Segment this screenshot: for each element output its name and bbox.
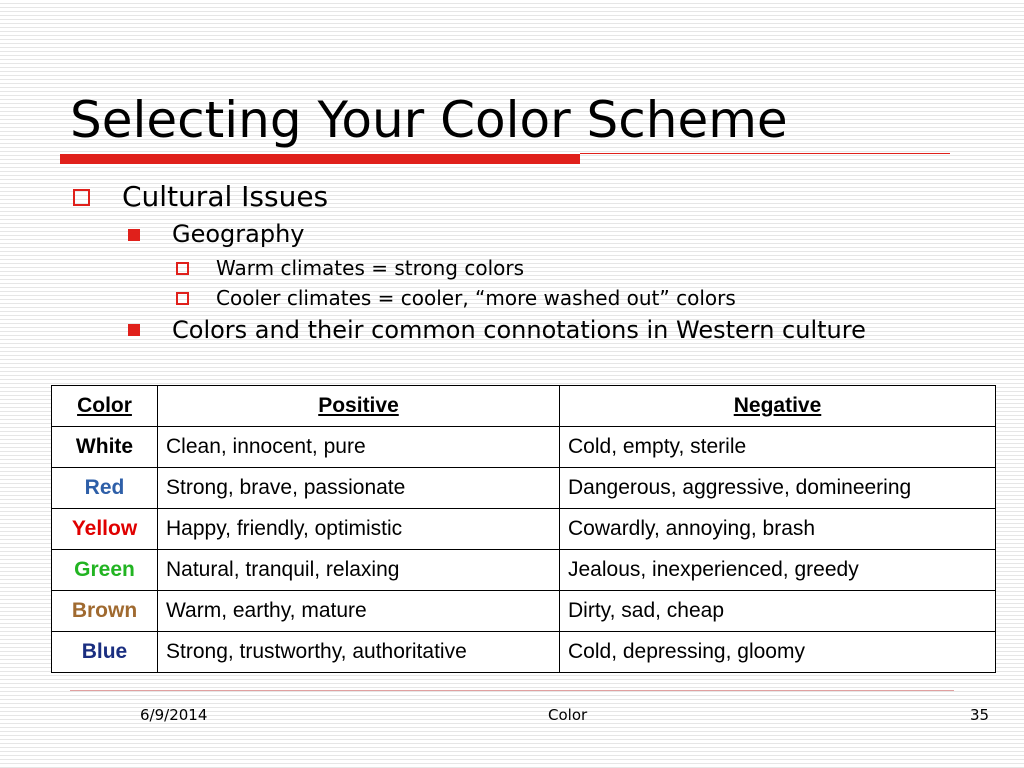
bullet-geography: Geography xyxy=(172,220,305,248)
color-name-cell: Green xyxy=(52,550,158,591)
hollow-square-bullet-icon xyxy=(176,292,189,305)
positive-cell: Happy, friendly, optimistic xyxy=(158,509,560,550)
table-header-row xyxy=(52,386,996,427)
negative-cell: Dangerous, aggressive, domineering xyxy=(560,468,996,509)
solid-square-bullet-icon xyxy=(128,324,140,336)
table-row xyxy=(52,591,996,632)
table-row xyxy=(52,632,996,673)
positive-cell: Natural, tranquil, relaxing xyxy=(158,550,560,591)
table-row xyxy=(52,550,996,591)
table-row xyxy=(52,509,996,550)
bullet-warm-climates: Warm climates = strong colors xyxy=(216,256,525,280)
negative-cell: Cold, depressing, gloomy xyxy=(560,632,996,673)
positive-cell: Strong, brave, passionate xyxy=(158,468,560,509)
color-name-cell: Red xyxy=(52,468,158,509)
header-positive: Positive xyxy=(158,386,560,427)
color-name-cell: Brown xyxy=(52,591,158,632)
slide-title: Selecting Your Color Scheme xyxy=(70,91,788,149)
bullet-cultural-issues: Cultural Issues xyxy=(122,180,329,213)
negative-cell: Cowardly, annoying, brash xyxy=(560,509,996,550)
title-underline-thick xyxy=(60,154,580,164)
title-underline-thin xyxy=(580,153,950,154)
color-name-cell: Blue xyxy=(52,632,158,673)
negative-cell: Cold, empty, sterile xyxy=(560,427,996,468)
color-name-cell: White xyxy=(52,427,158,468)
footer-date: 6/9/2014 xyxy=(140,706,208,724)
positive-cell: Warm, earthy, mature xyxy=(158,591,560,632)
footer-page-number: 35 xyxy=(970,706,990,724)
footer-center-text: Color xyxy=(548,706,588,724)
table-row xyxy=(52,427,996,468)
bullet-cooler-climates: Cooler climates = cooler, “more washed out” colors xyxy=(216,286,736,310)
solid-square-bullet-icon xyxy=(128,229,140,241)
footer-divider xyxy=(70,690,954,691)
header-negative: Negative xyxy=(560,386,996,427)
negative-cell: Dirty, sad, cheap xyxy=(560,591,996,632)
bullet-connotations: Colors and their common connotations in Western culture xyxy=(172,316,866,344)
hollow-square-bullet-icon xyxy=(73,189,90,206)
table-row xyxy=(52,468,996,509)
color-name-cell: Yellow xyxy=(52,509,158,550)
positive-cell: Strong, trustworthy, authoritative xyxy=(158,632,560,673)
color-connotations-table xyxy=(51,385,996,673)
negative-cell: Jealous, inexperienced, greedy xyxy=(560,550,996,591)
positive-cell: Clean, innocent, pure xyxy=(158,427,560,468)
header-color: Color xyxy=(52,386,158,427)
hollow-square-bullet-icon xyxy=(176,262,189,275)
